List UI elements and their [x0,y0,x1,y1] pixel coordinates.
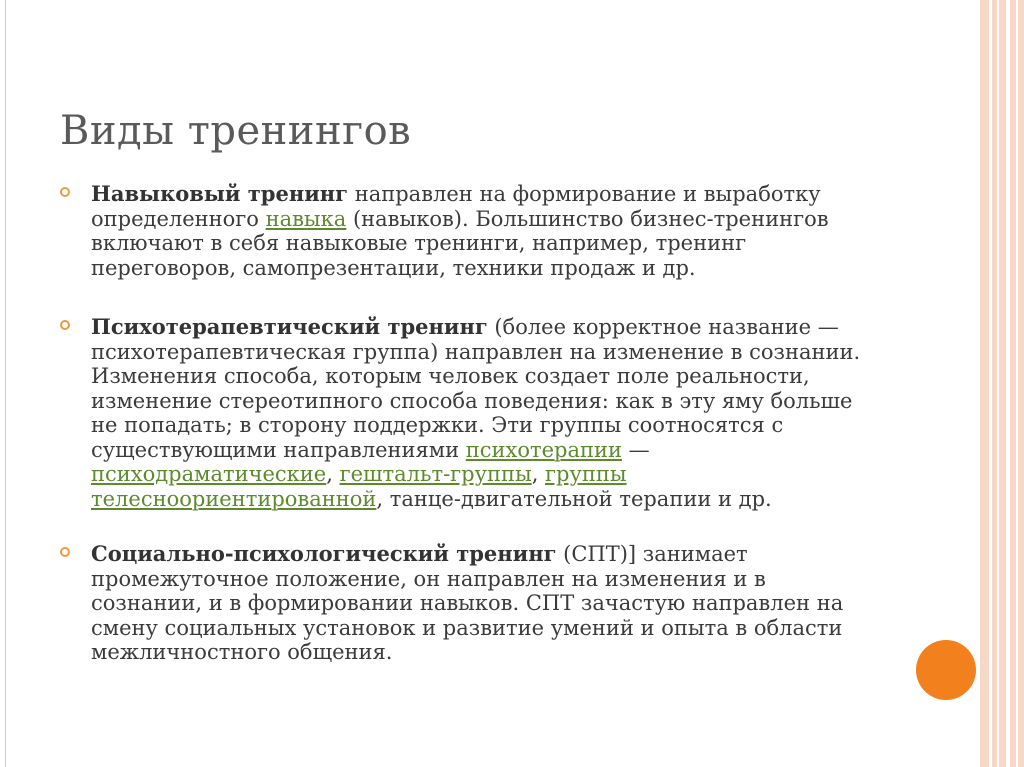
link-psychotherapy[interactable]: психотерапии [465,437,622,462]
link-psychodrama[interactable]: психодраматические [91,462,327,486]
text-segment: (более корректное название — психотерапевтическая группа) направлен на изменение в сознании. Изменения способа, которым человек создает поле реальности, изменение стереотипного способа поведения: как в эту яму больше не попадать; в сторону поддержки. Эти группы соотносятся с существующими направлениями [91,315,861,462]
stripe-gap [1006,0,1010,767]
text-segment: направлен на формирование и выработку определенного [91,182,821,231]
term: Социально-психологический тренинг [91,541,557,566]
bullet-item-social-psychological-training [60,542,880,665]
stripe-gap [989,0,992,767]
text-segment: (навыков). Большинство бизнес-тренингов включают в себя навыковые тренинги, например, тренинг переговоров, самопрезентации, техники продаж и др. [91,206,829,280]
text-segment: (СПТ)] занимает промежуточное положение, он направлен на изменения и в сознании, и в формировании навыков. СПТ зачастую направлен на смену социальных установок и развитие умений и опыта в области межличностного общения. [91,542,844,664]
bullet-item-skills-training [60,182,880,280]
decorative-orange-circle [916,640,976,700]
bullet-item-psychotherapy-training [60,315,880,511]
bullet-text [91,315,880,511]
bullet-text [91,182,880,280]
text-segment: — [622,437,650,462]
link-skill[interactable]: навыка [265,206,347,231]
link-gestalt-groups[interactable]: гештальт-группы [339,462,532,486]
text-segment: , [326,462,340,486]
bullet-icon [60,320,70,330]
term: Навыковый тренинг [91,181,349,206]
stripe-gap [1016,0,1018,767]
stripe-gap [997,0,999,767]
decorative-stripes [980,0,1024,767]
term: Психотерапевтический тренинг [91,314,488,339]
text-segment: , танце-двигательной терапии и др. [376,486,772,511]
bullet-text [91,542,880,665]
text-segment: , [531,462,546,486]
slide-left-border [5,0,6,767]
link-body-oriented-groups[interactable]: группы телесноориентированной [91,462,627,511]
bullet-icon [60,187,70,197]
bullet-icon [60,547,70,557]
slide-title: Виды тренингов [60,108,412,154]
